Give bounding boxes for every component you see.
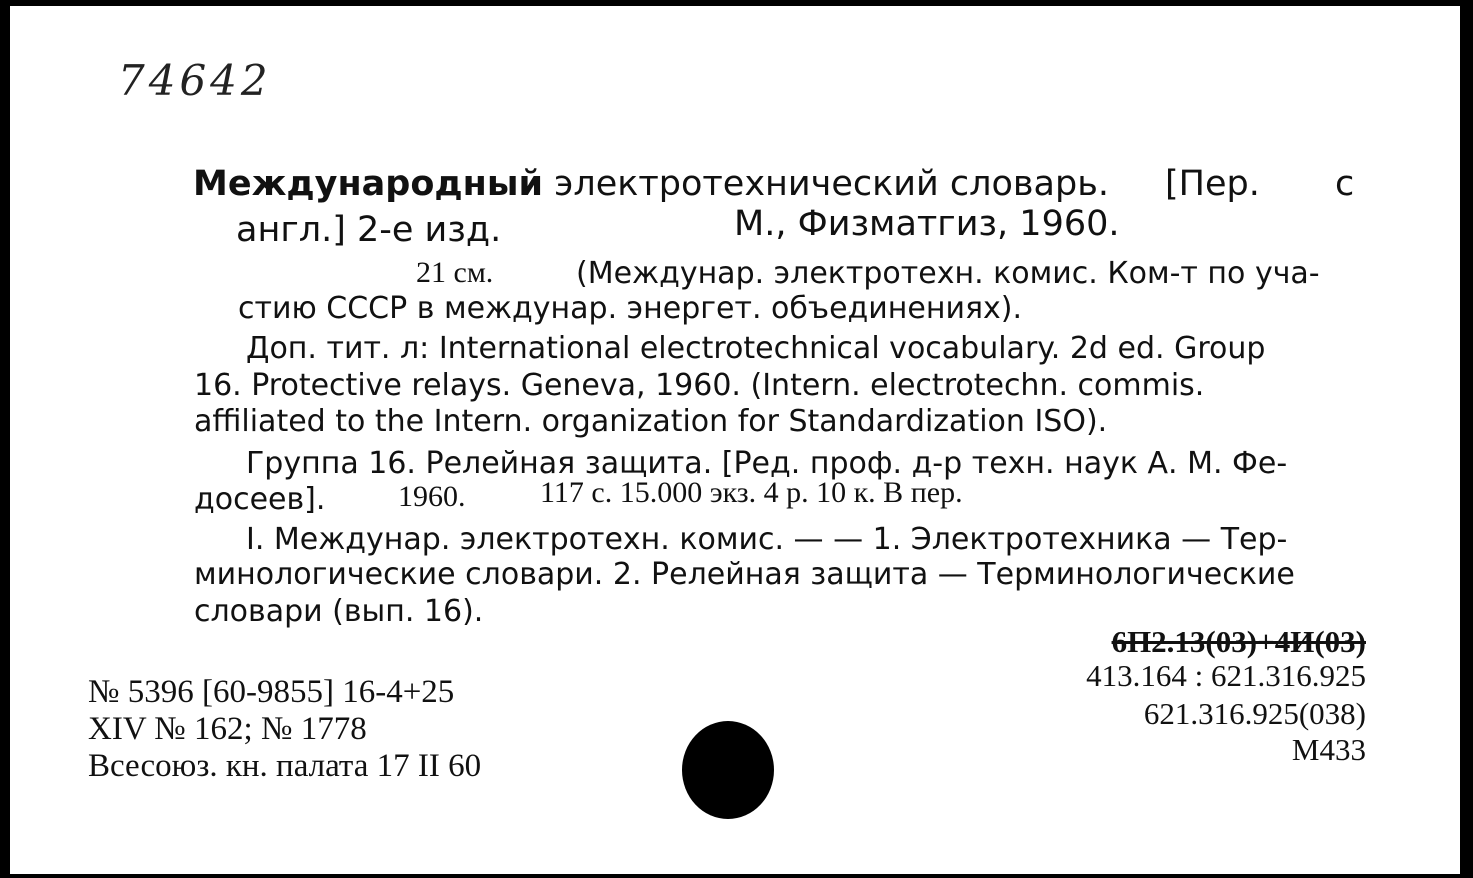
size-line: 21 см. [416,256,494,289]
pages-run-price: 117 с. 15.000 экз. 4 р. 10 к. В пер. [540,476,963,509]
series-line: (Междунар. электротехн. комис. Ком-т по уча- [576,256,1320,291]
class-udc-2: 621.316.925(038) [1143,696,1366,731]
title-rest: электротехнический словарь. [554,164,1109,204]
title-bold: Международный [193,164,543,204]
registry-number: № 5396 [60-9855] 16-4+25 [88,674,455,710]
tracings-1: I. Междунар. электротехн. комис. — — 1. Электротехника — Тер- [246,522,1288,557]
parallel-title-3: affiliated to the Intern. organization for Standardization ISO). [194,404,1108,439]
year-text: 1960. [398,480,466,513]
group-line: Группа 16. Релейная защита. [Ред. проф. д-р техн. наук А. М. Фе- [246,446,1288,481]
parallel-title-2: 16. Protective relays. Geneva, 1960. (Intern. electrotechn. commis. [194,368,1205,403]
tracings-2: минологические словари. 2. Релейная защита — Терминологические [194,557,1295,592]
editor-name: досеев]. [194,482,326,517]
class-author-mark: М433 [1291,732,1366,767]
handwritten-number: 74642 [118,56,272,105]
registry-line-2: XIV № 162; № 1778 [88,711,367,747]
tracings-3: словари (вып. 16). [194,594,484,629]
series-line-cont: стию СССР в междунар. энергет. объединениях). [238,291,1022,326]
punch-hole [682,721,774,819]
title-note-2: с [1335,164,1355,204]
class-udc-1: 413.164 : 621.316.925 [1086,658,1366,693]
title-note-1: [Пер. [1165,164,1260,204]
title-line [193,164,1109,204]
edition-line: англ.] 2-е изд. [236,210,502,250]
chamber-line: Всесоюз. кн. палата 17 II 60 [88,748,482,784]
class-struck: 6П2.13(03)+4И(03) [1111,624,1366,659]
catalog-card [10,6,1460,874]
parallel-title-1: Доп. тит. л: International electrotechnical vocabulary. 2d ed. Group [246,331,1266,366]
imprint-line: М., Физматгиз, 1960. [734,204,1120,244]
